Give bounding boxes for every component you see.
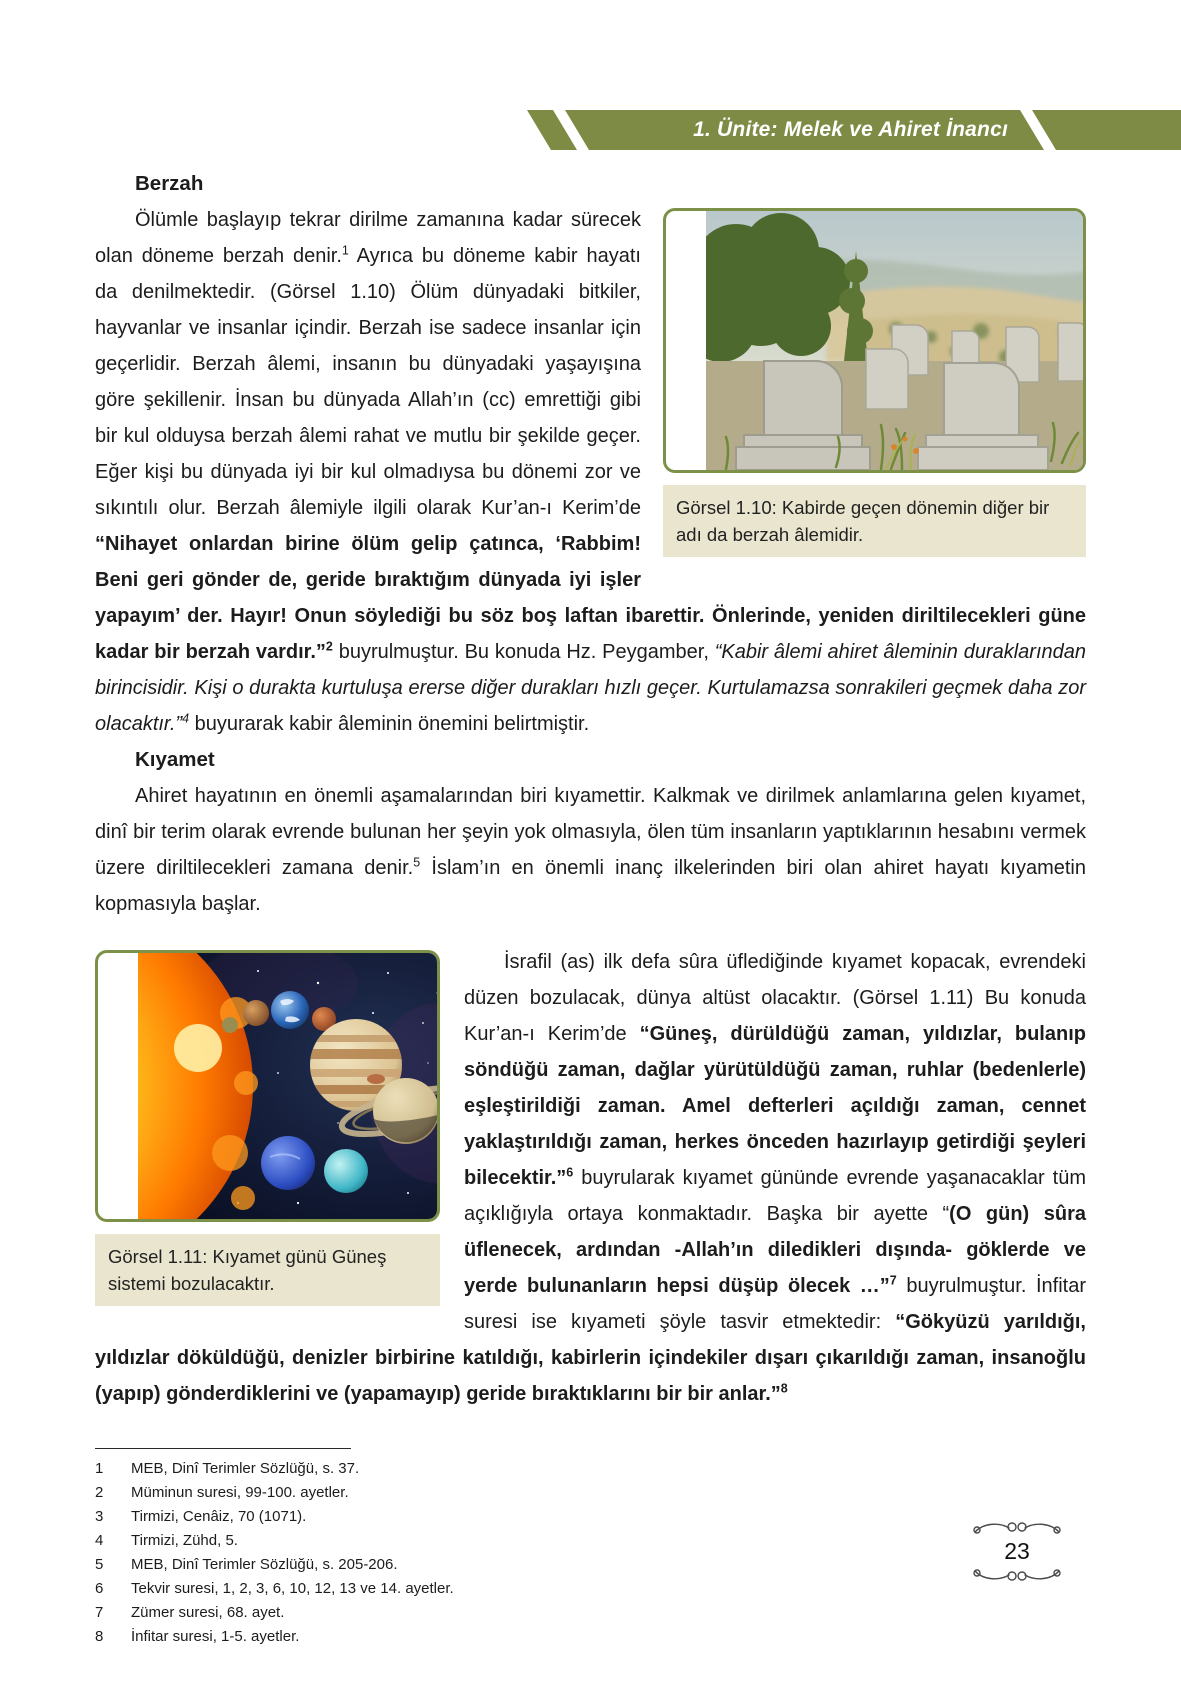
- figure-gorsel-1-10: [663, 208, 1086, 557]
- cemetery-photo: [663, 208, 1086, 473]
- page-content: [95, 166, 1086, 1649]
- footnote-number: 3: [95, 1508, 104, 1525]
- footnote-row: [95, 1601, 1086, 1625]
- footnote-text: MEB, Dinî Terimler Sözlüğü, s. 205-206.: [131, 1556, 398, 1573]
- footnote-number: 8: [95, 1628, 104, 1645]
- page-number: 23: [1004, 1538, 1030, 1564]
- berzah-paragraph: Görsel 1.10: Kabirde geçen dönemin diğer bir adı da berzah âlemidir. Ölümle başlayıp tekrar dirilme zamanına kadar sürecek olan döneme berzah denir.$^1$ Ayrıca bu döneme kabir hayatı da denilmektedir. (Görsel 1.10) Ölüm dünyadaki bitkiler, hayvanlar ve insanlar içindir. Berzah ise sadece insanlar için geçerlidir. Berzah âlemi, insanın bu dünyadaki yaşayışına göre şekillenir. İnsan bu dünyada Allah’ın (cc) emrettiği gibi bir kul olduysa berzah âlemi rahat ve mutlu bir şekilde geçer. Eğer kişi bu dünyada iyi bir kul olmadıysa bu dönemi zor ve sıkıntılı olur. Berzah âlemiyle ilgili olarak Kur’an-ı Kerim’de “Nihayet onlardan birine ölüm gelip çatınca, ‘Rabbim! Beni geri gönder de, geride bıraktığım dünyada iyi işler yapayım’ der. Hayır! Onun söylediği bu söz boş laftan ibarettir. Önlerinde, yeniden diriltilecekleri güne kadar bir berzah vardır.”$^2$ buyrulmuştur. Bu konuda Hz. Peygamber, “Kabir âlemi ahiret âleminin duraklarından birincisidir. Kişi o durakta kurtuluşa ererse diğer durakları hızlı geçer. Kurtulamazsa sonrakileri geçmek daha zor olacaktır.”$^4$ buyurarak kabir âleminin önemini belirtmiştir.: [95, 202, 1086, 742]
- footnote-row: [95, 1529, 1086, 1553]
- footnote-number: 4: [95, 1532, 104, 1549]
- page-number-ornament: [952, 1518, 1082, 1585]
- footnote-number: 5: [95, 1556, 104, 1573]
- unit-banner-title: 1. Ünite: Melek ve Ahiret İnancı: [693, 118, 1008, 141]
- solar-system-image: [95, 950, 440, 1222]
- kiyamet-paragraph: Ahiret hayatının en önemli aşamalarından biri kıyamettir. Kalkmak ve dirilmek anlamlarına gelen kıyamet, dinî bir terim olarak evrende bulunan her şeyin yok olmasıyla, ölen tüm insanların yaptıklarının hesabını vermek üzere diriltilecekleri zamana denir.$^5$ İslam’ın en önemli inanç ilkelerinden biri olan ahiret hayatı kıyametin kopmasıyla başlar.: [95, 785, 1086, 915]
- footnote-text: Tirmizi, Zühd, 5.: [131, 1532, 238, 1549]
- flourish-bottom-icon: [969, 1565, 1065, 1585]
- footnote-row: [95, 1625, 1086, 1649]
- footnote-row: [95, 1577, 1086, 1601]
- footnote-number: 2: [95, 1484, 104, 1501]
- flourish-top-icon: [969, 1518, 1065, 1538]
- footnote-text: İnfitar suresi, 1-5. ayetler.: [131, 1628, 300, 1645]
- footnote-text: Zümer suresi, 68. ayet.: [131, 1604, 285, 1621]
- footnote-row: [95, 1457, 1086, 1481]
- footnote-divider: [95, 1448, 351, 1449]
- footnote-row: [95, 1481, 1086, 1505]
- israfil-paragraph: Görsel 1.11: Kıyamet günü Güneş sistemi bozulacaktır. İsrafil (as) ilk defa sûra üflediğinde kıyamet kopacak, evrendeki düzen bozulacak, dünya altüst olacaktır. (Görsel 1.11) Bu konuda Kur’an-ı Kerim’de “Güneş, dürüldüğü zaman, yıldızlar, bulanıp söndüğü zaman, dağlar yürütüldüğü zaman, ruhlar (bedenlerle) eşleştirildiği zaman. Amel defterleri açıldığı zaman, cennet yaklaştırıldığı zaman, herkes önceden hazırlayıp getirdiği şeyleri bilecektir.”$^6$ buyrularak kıyamet gününde evrende yaşanacaklar tüm açıklığıyla ortaya konmaktadır. Başka bir ayette “(O gün) sûra üflenecek, ardından -Allah’ın diledikleri dışında- göklerde ve yerde bulunanların hepsi düşüp ölecek …”$^7$ buyrulmuştur. İnfitar suresi ise kıyameti şöyle tasvir etmektedir: “Gökyüzü yarıldığı, yıldızlar döküldüğü, denizler birbirine katıldığı, kabirlerin içindekiler dışarı çıkarıldığı zaman, insanoğlu (yapıp) gönderdiklerini ve (yapamayıp) geride bıraktıklarını bir bir anlar.”$^8$: [95, 944, 1086, 1412]
- footnote-number: 7: [95, 1604, 104, 1621]
- footnote-text: Müminun suresi, 99-100. ayetler.: [131, 1484, 349, 1501]
- footnote-text: Tirmizi, Cenâiz, 70 (1071).: [131, 1508, 307, 1525]
- footnote-number: 1: [95, 1460, 104, 1477]
- footnote-row: [95, 1505, 1086, 1529]
- footnotes: [95, 1448, 1086, 1649]
- figure-caption-1-10: Görsel 1.10: Kabirde geçen dönemin diğer bir adı da berzah âlemidir.: [663, 485, 1086, 557]
- section-heading-kiyamet: Kıyamet: [135, 748, 215, 771]
- figure-caption-1-11: Görsel 1.11: Kıyamet günü Güneş sistemi bozulacaktır.: [95, 1234, 440, 1306]
- figure-gorsel-1-11: [95, 950, 440, 1306]
- footnote-text: Tekvir suresi, 1, 2, 3, 6, 10, 12, 13 ve 14. ayetler.: [131, 1580, 454, 1597]
- footnote-row: [95, 1553, 1086, 1577]
- footnote-text: MEB, Dinî Terimler Sözlüğü, s. 37.: [131, 1460, 360, 1477]
- footnote-number: 6: [95, 1580, 104, 1597]
- section-heading-berzah: Berzah: [135, 172, 204, 195]
